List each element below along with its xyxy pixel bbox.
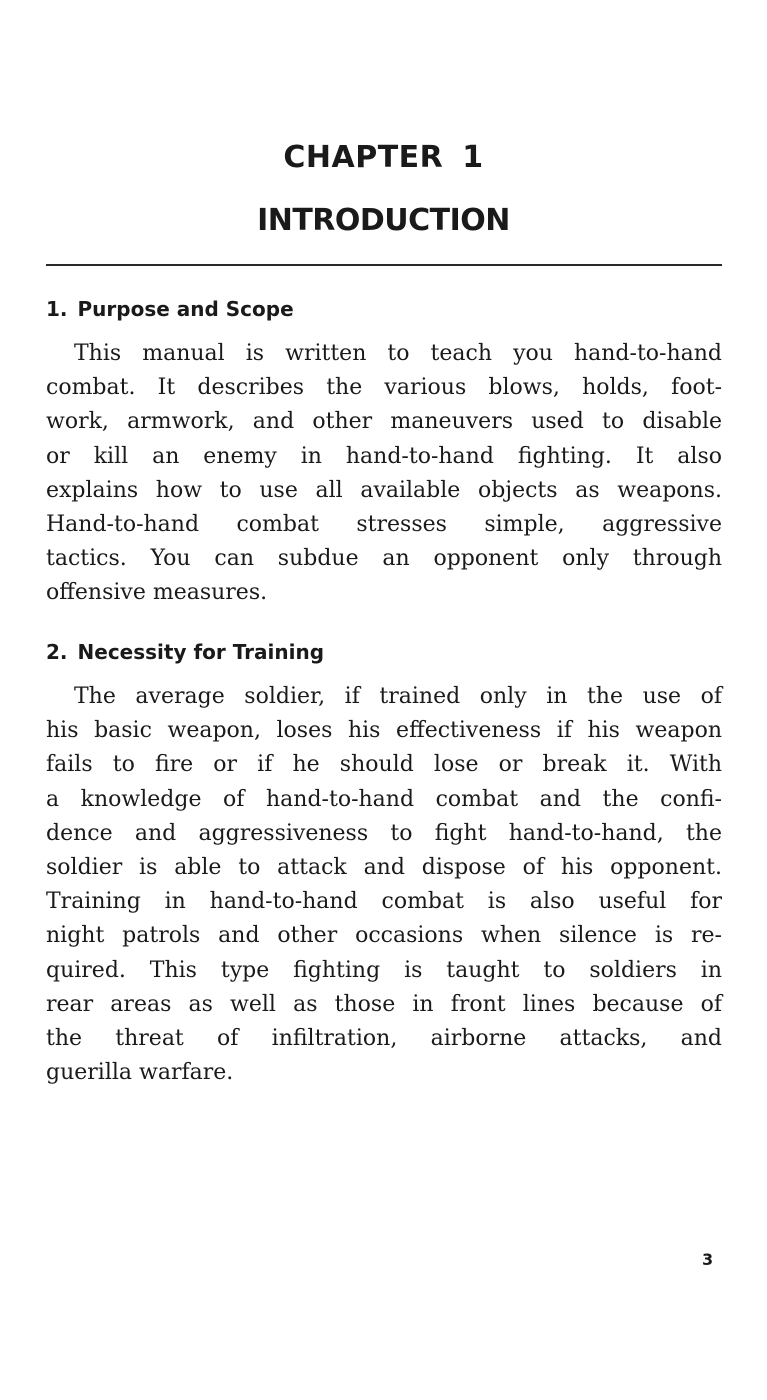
text-line: a knowledge of hand-to-hand combat and the confi- xyxy=(46,786,722,812)
text-line: or kill an enemy in hand-to-hand fighting. It also xyxy=(46,443,722,469)
text-line: guerilla warfare. xyxy=(46,1060,234,1086)
text-line: tactics. You can subdue an opponent only through xyxy=(46,546,722,572)
text-line: Hand-to-hand combat stresses simple, aggressive xyxy=(46,512,722,538)
text-line: dence and aggressiveness to fight hand-to-hand, the xyxy=(46,820,722,846)
text-line: fails to fire or if he should lose or break it. With xyxy=(46,752,722,778)
page-number: 3 xyxy=(702,1250,714,1269)
text-line: the threat of infiltration, airborne attacks, and xyxy=(46,1026,722,1052)
section-title: Purpose and Scope xyxy=(77,297,294,321)
section-number: 1. xyxy=(46,297,68,321)
section-number: 2. xyxy=(46,640,68,664)
section-heading-necessity xyxy=(46,640,324,664)
text-line: work, armwork, and other maneuvers used to disable xyxy=(46,409,722,435)
section-body-necessity xyxy=(46,680,722,1090)
text-line: quired. This type fighting is taught to soldiers in xyxy=(46,957,722,983)
section-body-purpose xyxy=(46,337,722,611)
heading-divider xyxy=(46,264,722,266)
text-line: This manual is written to teach you hand-to-hand xyxy=(74,341,722,366)
text-line: soldier is able to attack and dispose of his opponent. xyxy=(46,855,722,881)
text-line: combat. It describes the various blows, holds, foot- xyxy=(46,375,722,401)
text-line: rear areas as well as those in front lines because of xyxy=(46,991,722,1017)
text-line: offensive measures. xyxy=(46,580,268,606)
section-heading-purpose xyxy=(46,297,294,321)
chapter-title: INTRODUCTION xyxy=(257,203,510,238)
text-line: explains how to use all available objects as weapons. xyxy=(46,477,722,503)
text-line: The average soldier, if trained only in the use of xyxy=(74,684,722,709)
text-line: night patrols and other occasions when silence is re- xyxy=(46,923,722,949)
text-line: his basic weapon, loses his effectiveness if his weapon xyxy=(46,718,722,744)
section-title: Necessity for Training xyxy=(77,640,325,664)
chapter-number: CHAPTER 1 xyxy=(283,140,484,175)
text-line: Training in hand-to-hand combat is also useful for xyxy=(46,889,722,915)
